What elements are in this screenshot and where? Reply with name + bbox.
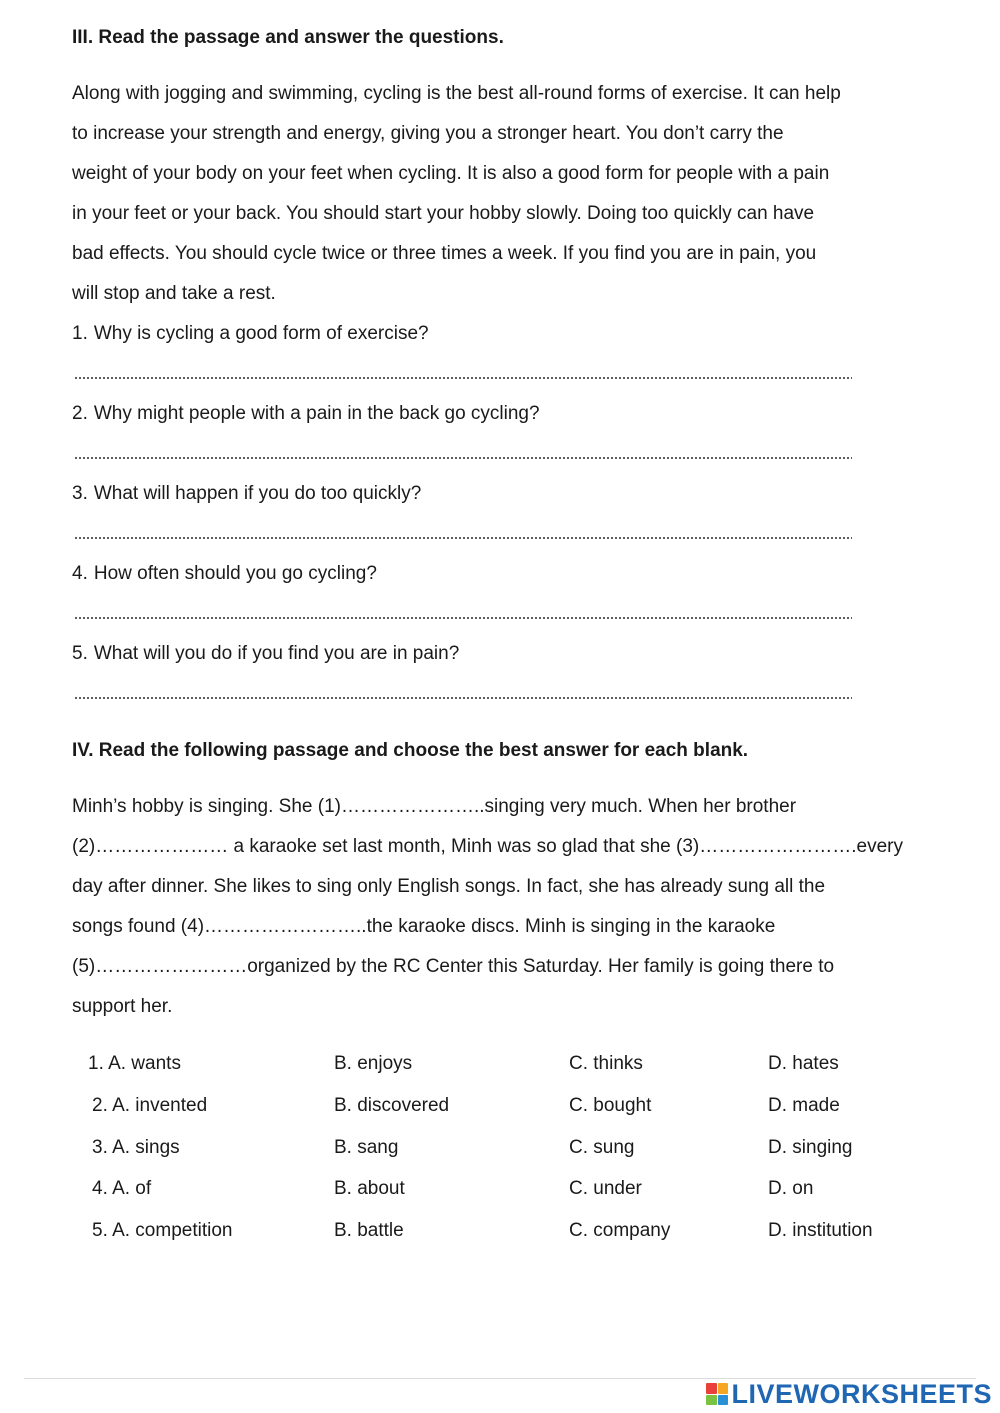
answer-line-3[interactable] — [74, 537, 852, 539]
option-c[interactable]: C. sung — [569, 1137, 635, 1158]
question-text: What will happen if you do too quickly? — [93, 483, 422, 504]
passage-1-line: Along with jogging and swimming, cycling is the best all-round forms of exercise. It can help — [72, 83, 841, 104]
passage-1-line: weight of your body on your feet when cycling. It is also a good form for people with a pain — [72, 163, 830, 184]
logo-square — [706, 1383, 717, 1394]
passage-2-line: day after dinner. She likes to sing only English songs. In fact, she has already sung all the — [72, 876, 826, 897]
logo-grid-icon — [706, 1383, 728, 1405]
option-b[interactable]: B. enjoys — [334, 1053, 413, 1074]
passage-1-line: to increase your strength and energy, giving you a stronger heart. You don’t carry the — [72, 123, 784, 144]
answer-line-4[interactable] — [74, 617, 852, 619]
answer-line-5[interactable] — [74, 697, 852, 699]
logo-square — [706, 1395, 717, 1406]
option-row-3 — [0, 1137, 1000, 1163]
section-4-title: IV. Read the following passage and choose the best answer for each blank. — [72, 740, 749, 761]
option-d[interactable]: D. on — [768, 1178, 814, 1199]
option-row-2 — [0, 1095, 1000, 1121]
question-text: What will you do if you find you are in pain? — [93, 643, 460, 664]
option-d[interactable]: D. institution — [768, 1220, 873, 1241]
option-b[interactable]: B. about — [334, 1178, 405, 1199]
question-number: 5. — [72, 643, 88, 664]
passage-2-line: Minh’s hobby is singing. She (1)…………………..singing very much. When her brother — [72, 796, 797, 817]
passage-2-line: (5)……………………organized by the RC Center this Saturday. Her family is going there to — [72, 956, 835, 977]
question-3 — [72, 483, 421, 505]
liveworksheets-logo[interactable] — [706, 1378, 992, 1410]
question-5 — [72, 643, 459, 665]
option-c[interactable]: C. under — [569, 1178, 642, 1199]
option-b[interactable]: B. sang — [334, 1137, 399, 1158]
logo-square — [718, 1395, 729, 1406]
passage-2-line: (2)………………… a karaoke set last month, Minh was so glad that she (3)…………………….every — [72, 836, 903, 857]
passage-1-line: in your feet or your back. You should start your hobby slowly. Doing too quickly can have — [72, 203, 815, 224]
option-a[interactable]: 3. A. sings — [92, 1137, 180, 1158]
section-3-title: III. Read the passage and answer the questions. — [72, 27, 504, 48]
answer-line-1[interactable] — [74, 377, 852, 379]
option-row-1 — [0, 1053, 1000, 1079]
option-a[interactable]: 4. A. of — [92, 1178, 152, 1199]
question-number: 2. — [72, 403, 88, 424]
question-number: 1. — [72, 323, 88, 344]
option-row-5 — [0, 1220, 1000, 1246]
option-b[interactable]: B. battle — [334, 1220, 404, 1241]
passage-1-line: bad effects. You should cycle twice or three times a week. If you find you are in pain, you — [72, 243, 817, 264]
option-b[interactable]: B. discovered — [334, 1095, 450, 1116]
passage-1-line: will stop and take a rest. — [72, 283, 276, 304]
option-a[interactable]: 2. A. invented — [92, 1095, 208, 1116]
question-number: 4. — [72, 563, 88, 584]
logo-square — [718, 1383, 729, 1394]
question-2 — [72, 403, 540, 425]
question-1 — [72, 323, 429, 345]
question-text: Why might people with a pain in the back go cycling? — [93, 403, 540, 424]
answer-line-2[interactable] — [74, 457, 852, 459]
passage-2-line: songs found (4)……………………..the karaoke discs. Minh is singing in the karaoke — [72, 916, 776, 937]
question-number: 3. — [72, 483, 88, 504]
option-c[interactable]: C. bought — [569, 1095, 652, 1116]
option-a[interactable]: 5. A. competition — [92, 1220, 233, 1241]
question-text: Why is cycling a good form of exercise? — [93, 323, 429, 344]
question-4 — [72, 563, 377, 585]
passage-2-line: support her. — [72, 996, 173, 1017]
question-text: How often should you go cycling? — [93, 563, 377, 584]
option-c[interactable]: C. company — [569, 1220, 671, 1241]
option-c[interactable]: C. thinks — [569, 1053, 643, 1074]
option-d[interactable]: D. made — [768, 1095, 840, 1116]
logo-text: LIVEWORKSHEETS — [731, 1378, 992, 1409]
option-d[interactable]: D. singing — [768, 1137, 853, 1158]
option-d[interactable]: D. hates — [768, 1053, 839, 1074]
option-a[interactable]: 1. A. wants — [88, 1053, 181, 1074]
option-row-4 — [0, 1178, 1000, 1204]
